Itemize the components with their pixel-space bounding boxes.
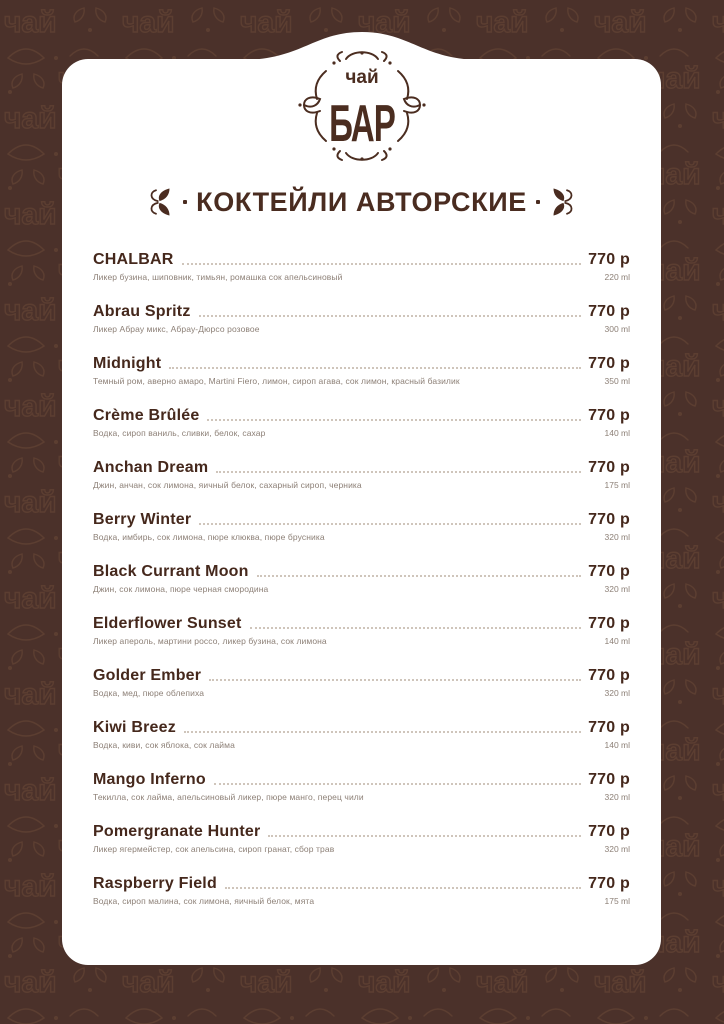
item-name-row [93,302,630,321]
item-volume: 175 ml [604,896,630,906]
item-description: Водка, киви, сок яблока, сок лайма [93,740,235,750]
item-price: 770 р [588,667,630,684]
menu-item [93,770,630,802]
item-dotted-leader [184,731,581,733]
item-detail-row [93,584,630,594]
menu-item [93,822,630,854]
menu-item [93,718,630,750]
item-price: 770 р [588,875,630,892]
item-name-row [93,718,630,737]
item-detail-row [93,428,630,438]
item-description: Водка, сироп ваниль, сливки, белок, сахар [93,428,266,438]
item-detail-row [93,844,630,854]
menu-item [93,562,630,594]
item-name-row [93,874,630,893]
item-name-row [93,458,630,477]
item-dotted-leader [225,887,581,889]
item-name: Berry Winter [93,511,192,528]
item-name-row [93,406,630,425]
item-detail-row [93,324,630,334]
item-price: 770 р [588,719,630,736]
menu-item [93,302,630,334]
item-name-row [93,822,630,841]
item-description: Водка, сироп малина, сок лимона, яичный белок, мята [93,896,315,906]
item-description: Темный ром, аверно амаро, Martini Fiero, лимон, сироп агава, сок лимон, красный базилик [93,376,460,386]
item-dotted-leader [209,679,581,681]
menu-card [62,59,661,965]
item-description: Текилла, сок лайма, апельсиновый ликер, пюре манго, перец чили [93,792,364,802]
item-volume: 175 ml [604,480,630,490]
item-volume: 140 ml [604,636,630,646]
menu-item [93,666,630,698]
item-volume: 350 ml [604,376,630,386]
item-price: 770 р [588,303,630,320]
item-name-row [93,770,630,789]
item-name-row [93,250,630,269]
menu-item [93,406,630,438]
item-price: 770 р [588,407,630,424]
item-volume: 140 ml [604,428,630,438]
item-name: Pomergranate Hunter [93,823,261,840]
menu-item [93,510,630,542]
menu-item [93,614,630,646]
leaf-ornament-right-icon [549,185,576,219]
item-name: Golder Ember [93,667,202,684]
brand-logo [296,47,428,165]
section-title-row [93,185,630,219]
item-detail-row [93,376,630,386]
item-dotted-leader [169,367,581,369]
item-volume: 320 ml [604,532,630,542]
item-dotted-leader [214,783,581,785]
item-volume: 140 ml [604,740,630,750]
item-price: 770 р [588,563,630,580]
menu-item [93,874,630,906]
item-description: Ликер бузина, шиповник, тимьян, ромашка сок апельсиновый [93,272,343,282]
item-price: 770 р [588,355,630,372]
item-volume: 220 ml [604,272,630,282]
item-name: Midnight [93,355,162,372]
item-name: Black Currant Moon [93,563,249,580]
item-detail-row [93,688,630,698]
item-detail-row [93,792,630,802]
item-name: Elderflower Sunset [93,615,242,632]
title-separator-dot [183,200,187,204]
logo-text-top: чай [344,67,379,88]
logo-text-bottom: БАР [328,94,395,153]
menu-item [93,354,630,386]
item-name-row [93,510,630,529]
item-price: 770 р [588,771,630,788]
leaf-ornament-left-icon [147,185,174,219]
menu-item [93,458,630,490]
item-description: Водка, имбирь, сок лимона, пюре клюква, пюре брусника [93,532,325,542]
item-name: CHALBAR [93,251,174,268]
menu-list [93,250,630,906]
item-volume: 300 ml [604,324,630,334]
item-volume: 320 ml [604,688,630,698]
item-detail-row [93,896,630,906]
item-dotted-leader [199,523,581,525]
item-name-row [93,354,630,373]
item-volume: 320 ml [604,584,630,594]
item-detail-row [93,636,630,646]
item-price: 770 р [588,251,630,268]
item-description: Ликер апероль, мартини россо, ликер бузина, сок лимона [93,636,327,646]
title-separator-dot [536,200,540,204]
item-name: Anchan Dream [93,459,209,476]
item-description: Водка, мед, пюре облепиха [93,688,205,698]
item-description: Джин, сок лимона, пюре черная смородина [93,584,269,594]
item-name: Abrau Spritz [93,303,191,320]
item-name-row [93,666,630,685]
item-detail-row [93,740,630,750]
item-dotted-leader [199,315,582,317]
item-price: 770 р [588,615,630,632]
item-dotted-leader [250,627,582,629]
item-detail-row [93,480,630,490]
section-title: КОКТЕЙЛИ АВТОРСКИЕ [196,186,527,217]
item-description: Джин, анчан, сок лимона, яичный белок, сахарный сироп, черника [93,480,362,490]
item-name: Raspberry Field [93,875,217,892]
item-dotted-leader [207,419,581,421]
item-dotted-leader [257,575,581,577]
item-description: Ликер Абрау микс, Абрау-Дюрсо розовое [93,324,260,334]
item-name-row [93,562,630,581]
item-name: Kiwi Breez [93,719,176,736]
item-price: 770 р [588,511,630,528]
item-dotted-leader [182,263,582,265]
item-detail-row [93,532,630,542]
item-dotted-leader [216,471,581,473]
item-price: 770 р [588,823,630,840]
item-dotted-leader [268,835,581,837]
item-detail-row [93,272,630,282]
item-description: Ликер ягермейстер, сок апельсина, сироп гранат, сбор трав [93,844,335,854]
item-volume: 320 ml [604,844,630,854]
item-name: Mango Inferno [93,771,206,788]
item-volume: 320 ml [604,792,630,802]
menu-item [93,250,630,282]
item-name-row [93,614,630,633]
item-name: Crème Brûlée [93,407,200,424]
item-price: 770 р [588,459,630,476]
